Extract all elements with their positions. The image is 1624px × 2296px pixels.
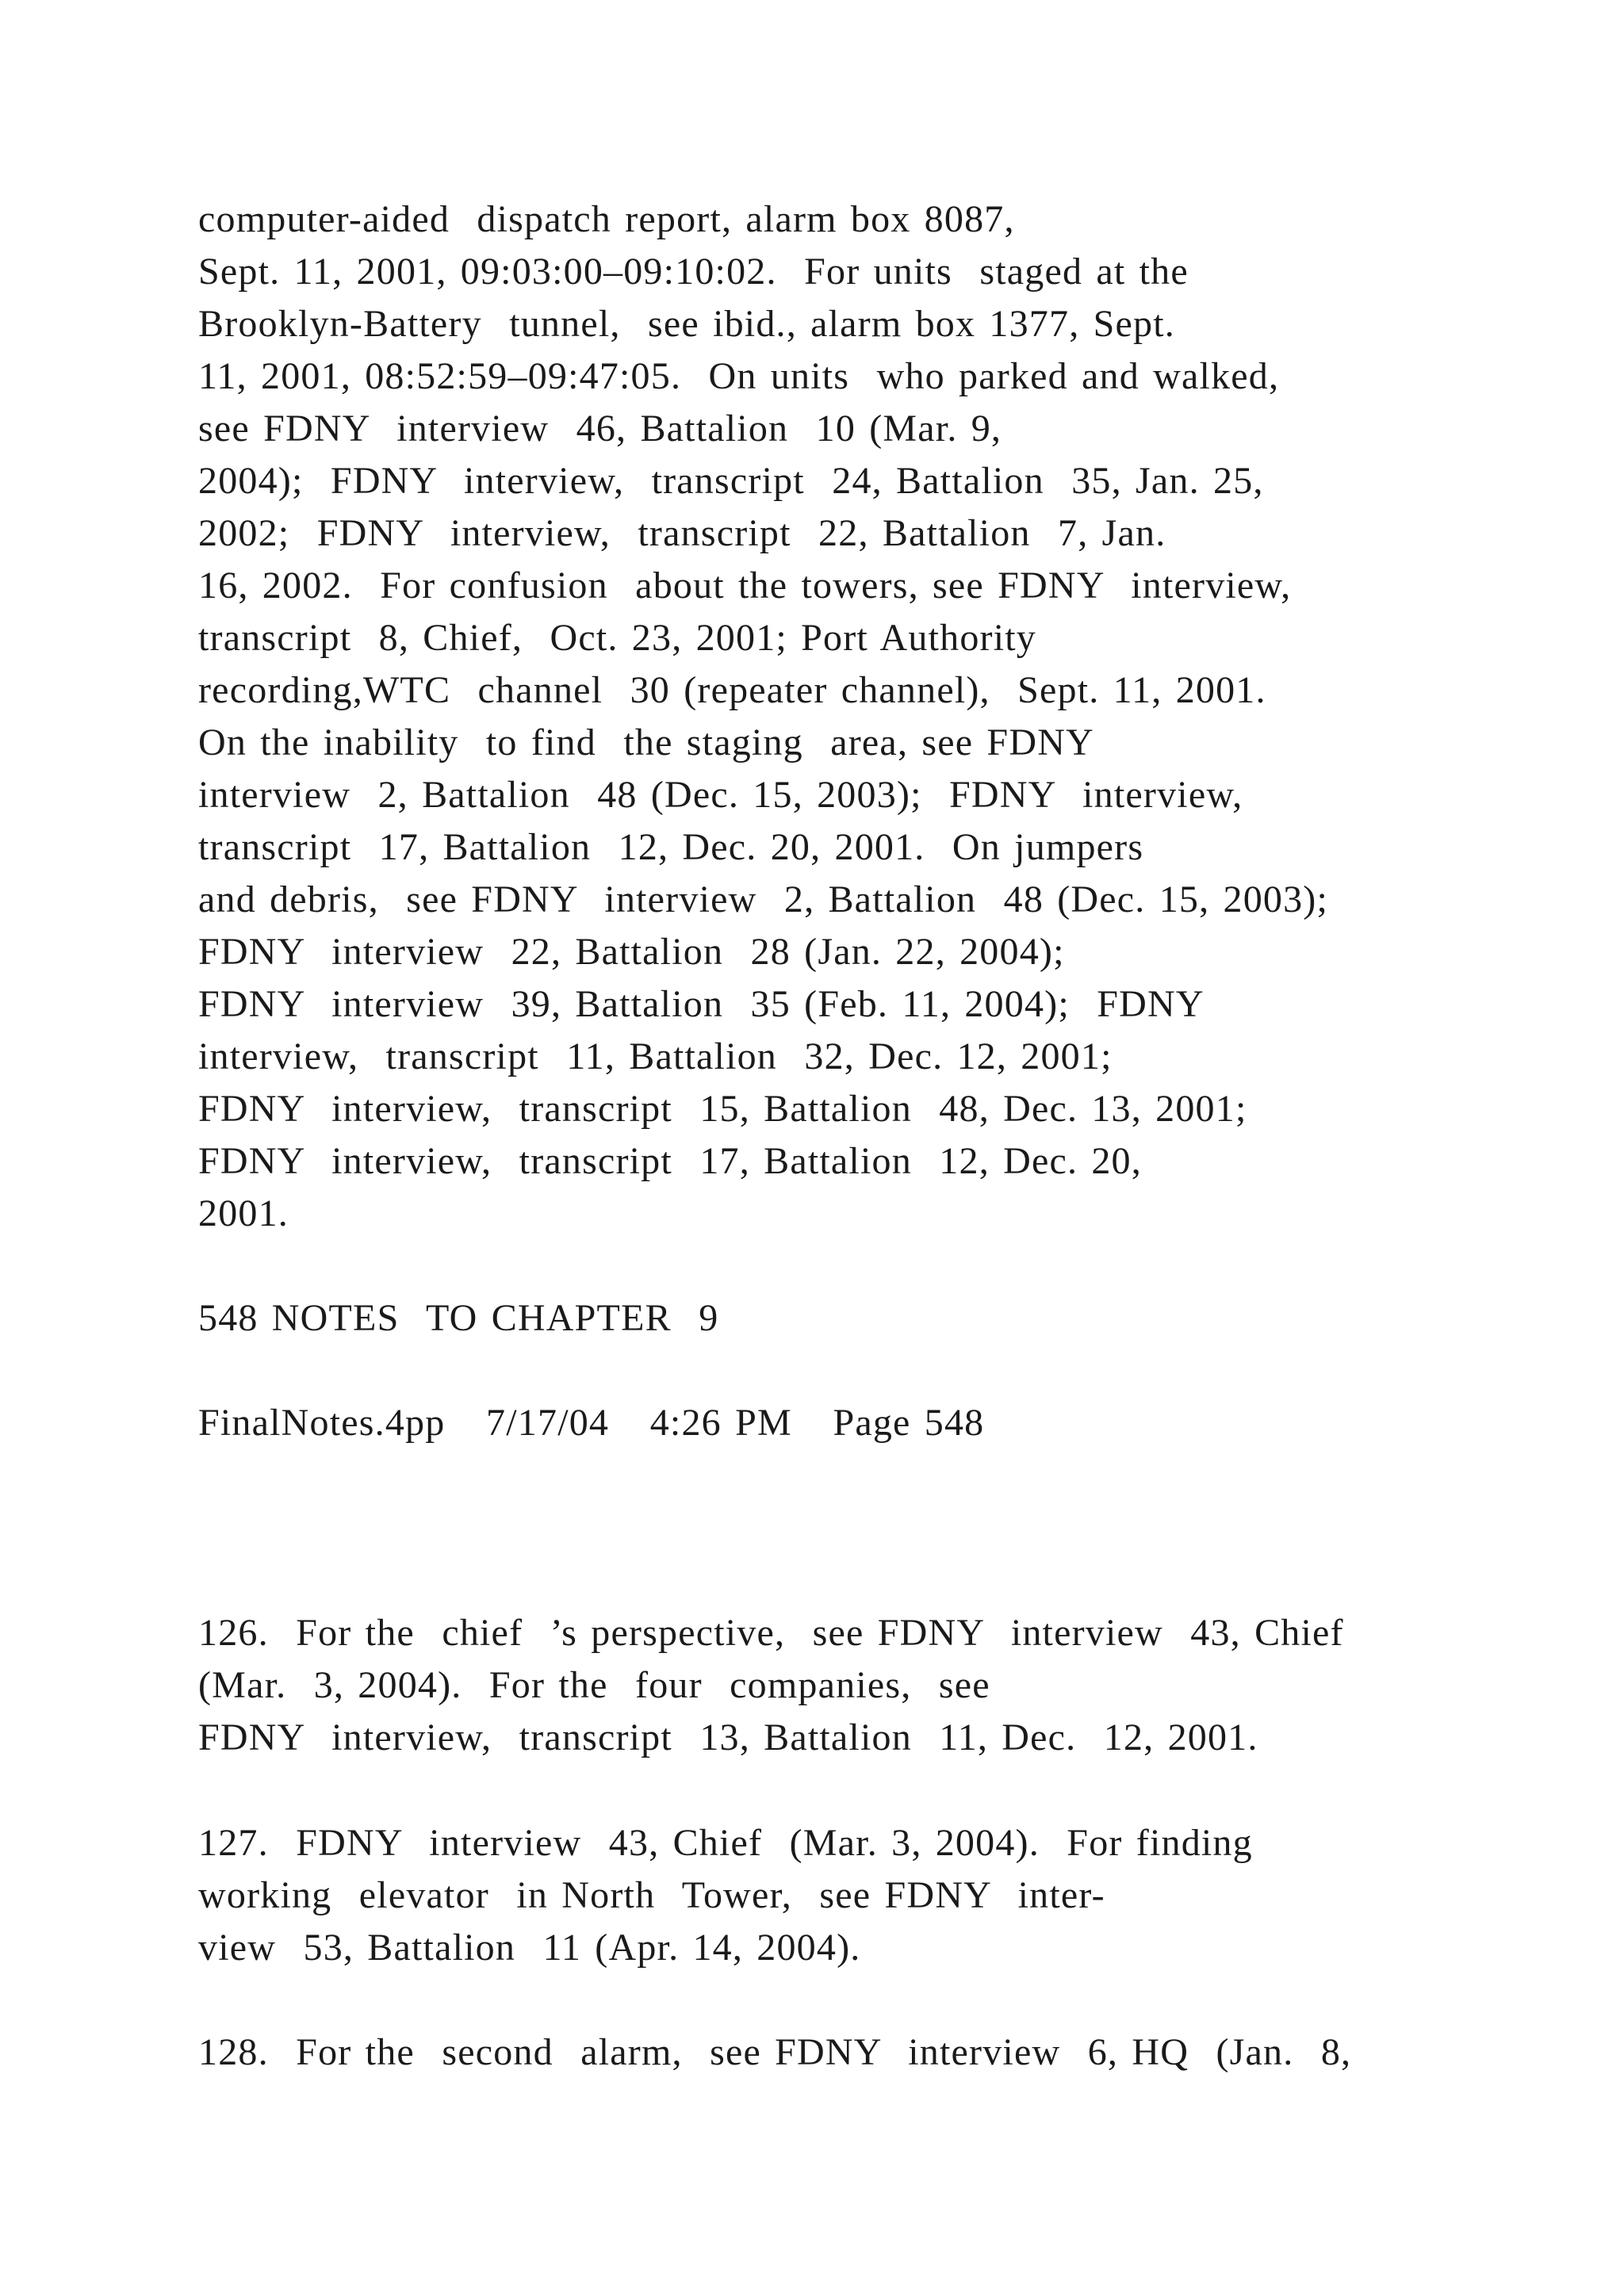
text-line: view 53, Battalion 11 (Apr. 14, 2004).: [198, 1927, 861, 1969]
note-126: [198, 1607, 1546, 1764]
text-line: see FDNY interview 46, Battalion 10 (Mar. 9,: [198, 408, 1002, 450]
text-line: 16, 2002. For confusion about the towers, see FDNY interview,: [198, 564, 1292, 607]
text-line: FDNY interview 22, Battalion 28 (Jan. 22, 2004);: [198, 931, 1065, 973]
text-line: 127. FDNY interview 43, Chief (Mar. 3, 2004). For finding: [198, 1822, 1253, 1864]
text-line: 2001.: [198, 1192, 289, 1234]
notes-continued-paragraph: [198, 193, 1546, 1240]
text-line: interview 2, Battalion 48 (Dec. 15, 2003); FDNY interview,: [198, 774, 1243, 816]
text-line: 2004); FDNY interview, transcript 24, Battalion 35, Jan. 25,: [198, 460, 1264, 502]
note-128: [198, 2026, 1546, 2079]
note-127: [198, 1817, 1546, 1974]
text-line: transcript 17, Battalion 12, Dec. 20, 2001. On jumpers: [198, 826, 1144, 868]
running-footer: [198, 1292, 1546, 1345]
text-line: 2002; FDNY interview, transcript 22, Battalion 7, Jan.: [198, 512, 1166, 554]
text-line: FDNY interview, transcript 13, Battalion 11, Dec. 12, 2001.: [198, 1716, 1258, 1758]
text-line: On the inability to find the staging area, see FDNY: [198, 721, 1094, 763]
text-line: recording,WTC channel 30 (repeater channel), Sept. 11, 2001.: [198, 669, 1266, 711]
text-line: interview, transcript 11, Battalion 32, Dec. 12, 2001;: [198, 1035, 1113, 1077]
text-line: Brooklyn-Battery tunnel, see ibid., alarm box 1377, Sept.: [198, 303, 1175, 345]
text-line: computer-aided dispatch report, alarm box 8087,: [198, 198, 1015, 240]
text-line: 126. For the chief ’s perspective, see FDNY interview 43, Chief: [198, 1612, 1344, 1654]
text-line: Sept. 11, 2001, 09:03:00–09:10:02. For units staged at the: [198, 251, 1189, 293]
text-line: FDNY interview, transcript 15, Battalion 48, Dec. 13, 2001;: [198, 1088, 1247, 1130]
text-line: FDNY interview 39, Battalion 35 (Feb. 11, 2004); FDNY: [198, 983, 1205, 1025]
text-line: working elevator in North Tower, see FDNY inter-: [198, 1874, 1105, 1916]
text-line: 128. For the second alarm, see FDNY interview 6, HQ (Jan. 8,: [198, 2031, 1352, 2073]
text-line: FDNY interview, transcript 17, Battalion 12, Dec. 20,: [198, 1140, 1142, 1182]
text-line: transcript 8, Chief, Oct. 23, 2001; Port Authority: [198, 617, 1036, 659]
print-slug-text: FinalNotes.4pp 7/17/04 4:26 PM Page 548: [198, 1402, 985, 1444]
text-line: 11, 2001, 08:52:59–09:47:05. On units who parked and walked,: [198, 355, 1280, 397]
print-slug: [198, 1397, 1546, 1449]
text-line: and debris, see FDNY interview 2, Battalion 48 (Dec. 15, 2003);: [198, 878, 1329, 920]
running-footer-text: 548 NOTES TO CHAPTER 9: [198, 1297, 719, 1339]
text-line: (Mar. 3, 2004). For the four companies, see: [198, 1664, 990, 1706]
